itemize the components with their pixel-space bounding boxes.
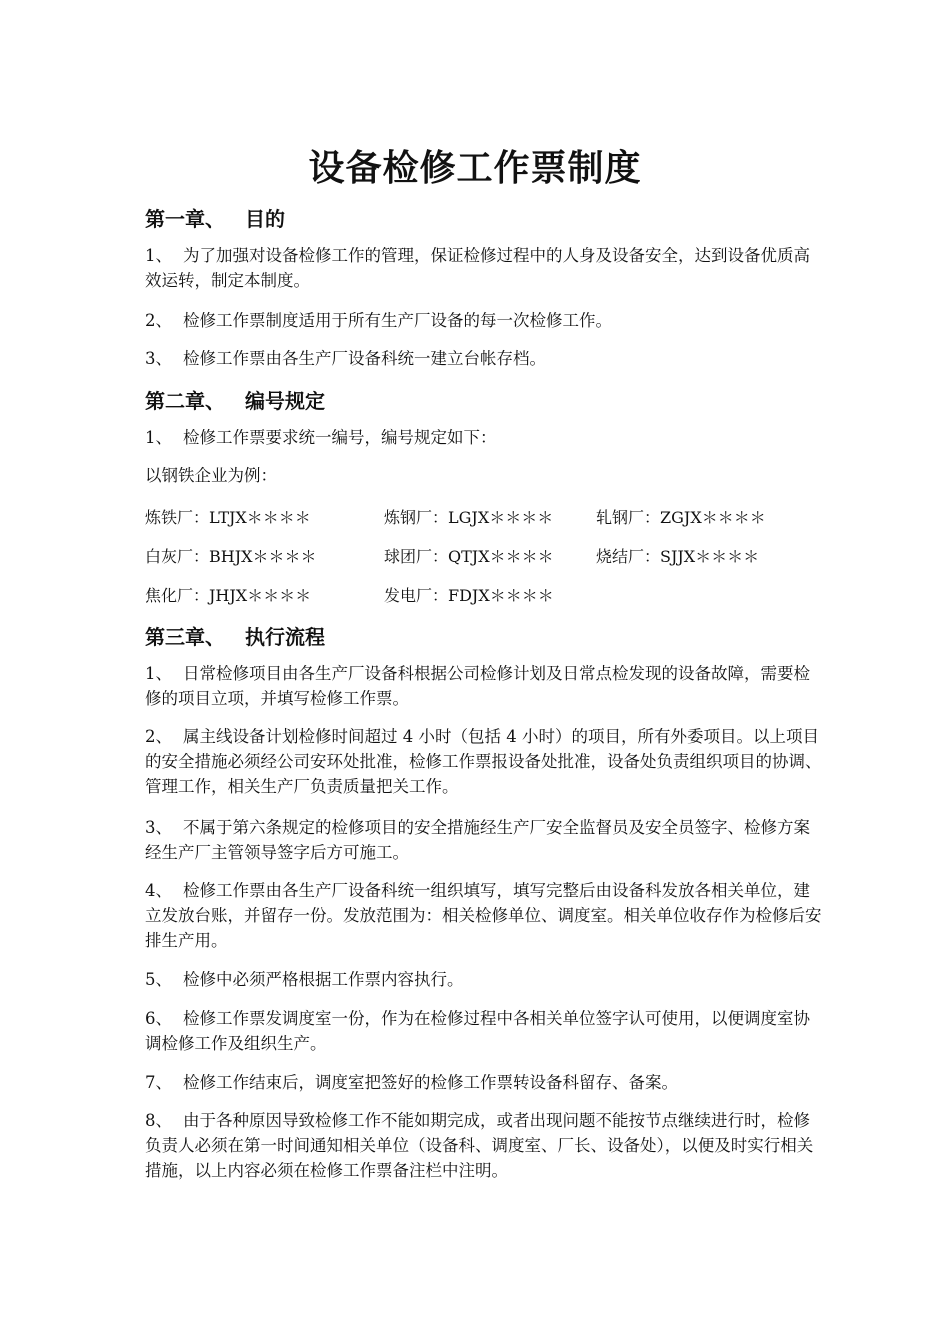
item-text: 检修工作结束后，调度室把签好的检修工作票转设备科留存、备案。 [183,1073,678,1092]
item-text: 不属于第六条规定的检修项目的安全措施经生产厂安全监督员及安全员签字、检修方案经生产厂主管领导签字后方可施工。 [145,818,810,862]
item-index: 3、 [145,349,172,368]
paragraph [145,1070,825,1095]
item-text: 由于各种原因导致检修工作不能如期完成，或者出现问题不能按节点继续进行时，检修负责人必须在第一时间通知相关单位（设备科、调度室、厂长、设备处），以便及时实行相关措施，以上内容必须在检修工作票备注栏中注明。 [145,1111,814,1180]
code-ltjx: 炼铁厂：LTJX＊＊＊＊ [145,508,311,527]
chapter-3-heading [145,621,325,650]
paragraph [145,1108,825,1183]
document-title: 设备检修工作票制度 [308,148,642,189]
paragraph [145,724,825,799]
paragraph [145,243,825,293]
item-index: 2、 [145,311,172,330]
code-zgjx: 轧钢厂：ZGJX＊＊＊＊ [596,508,766,527]
item-index: 3、 [145,818,172,837]
item-text: 属主线设备计划检修时间超过 4 小时（包括 4 小时）的项目，所有外委项目。以上项目的安全措施必须经公司安环处批准，检修工作票报设备处批准，设备处负责组织项目的协调、管理工作，相关生产厂负责质量把关工作。 [145,727,822,796]
paragraph [145,346,825,371]
code-fdjx: 发电厂：FDJX＊＊＊＊ [384,586,554,605]
item-text: 检修工作票制度适用于所有生产厂设备的每一次检修工作。 [183,311,612,330]
item-index: 7、 [145,1073,172,1092]
paragraph [145,661,825,711]
chapter-title: 执行流程 [245,625,325,649]
item-index: 8、 [145,1111,172,1130]
paragraph [145,1006,825,1056]
item-text: 检修工作票要求统一编号，编号规定如下： [183,428,497,447]
item-text: 检修中必须严格根据工作票内容执行。 [183,970,464,989]
item-index: 2、 [145,727,172,746]
chapter-title: 编号规定 [245,389,325,413]
chapter-number: 第三章、 [145,625,225,649]
item-text: 检修工作票发调度室一份，作为在检修过程中各相关单位签字认可使用，以便调度室协调检修工作及组织生产。 [145,1009,810,1053]
item-index: 1、 [145,246,172,265]
item-index: 1、 [145,428,172,447]
code-bhjx: 白灰厂：BHJX＊＊＊＊ [145,547,317,566]
item-index: 1、 [145,664,172,683]
chapter-2-heading [145,385,325,414]
item-index: 6、 [145,1009,172,1028]
item-text: 为了加强对设备检修工作的管理，保证检修过程中的人身及设备安全，达到设备优质高效运转，制定本制度。 [145,246,810,290]
item-text: 检修工作票由各生产厂设备科统一组织填写，填写完整后由设备科发放各相关单位，建立发放台账，并留存一份。发放范围为：相关检修单位、调度室。相关单位收存作为检修后安排生产用。 [145,881,822,950]
paragraph [145,425,825,450]
chapter-1-heading [145,203,285,232]
code-sjjx: 烧结厂：SJJX＊＊＊＊ [596,547,760,566]
example-intro: 以钢铁企业为例： [145,466,277,485]
chapter-number: 第二章、 [145,389,225,413]
paragraph [145,815,825,865]
code-jhjx: 焦化厂：JHJX＊＊＊＊ [145,586,312,605]
chapter-title: 目的 [245,207,285,231]
item-index: 4、 [145,881,172,900]
paragraph [145,308,825,333]
code-lgjx: 炼钢厂：LGJX＊＊＊＊ [384,508,554,527]
paragraph [145,967,825,992]
item-text: 日常检修项目由各生产厂设备科根据公司检修计划及日常点检发现的设备故障，需要检修的项目立项，并填写检修工作票。 [145,664,810,708]
code-qtjx: 球团厂：QTJX＊＊＊＊ [384,547,554,566]
item-index: 5、 [145,970,172,989]
paragraph [145,878,825,953]
chapter-number: 第一章、 [145,207,225,231]
item-text: 检修工作票由各生产厂设备科统一建立台帐存档。 [183,349,546,368]
